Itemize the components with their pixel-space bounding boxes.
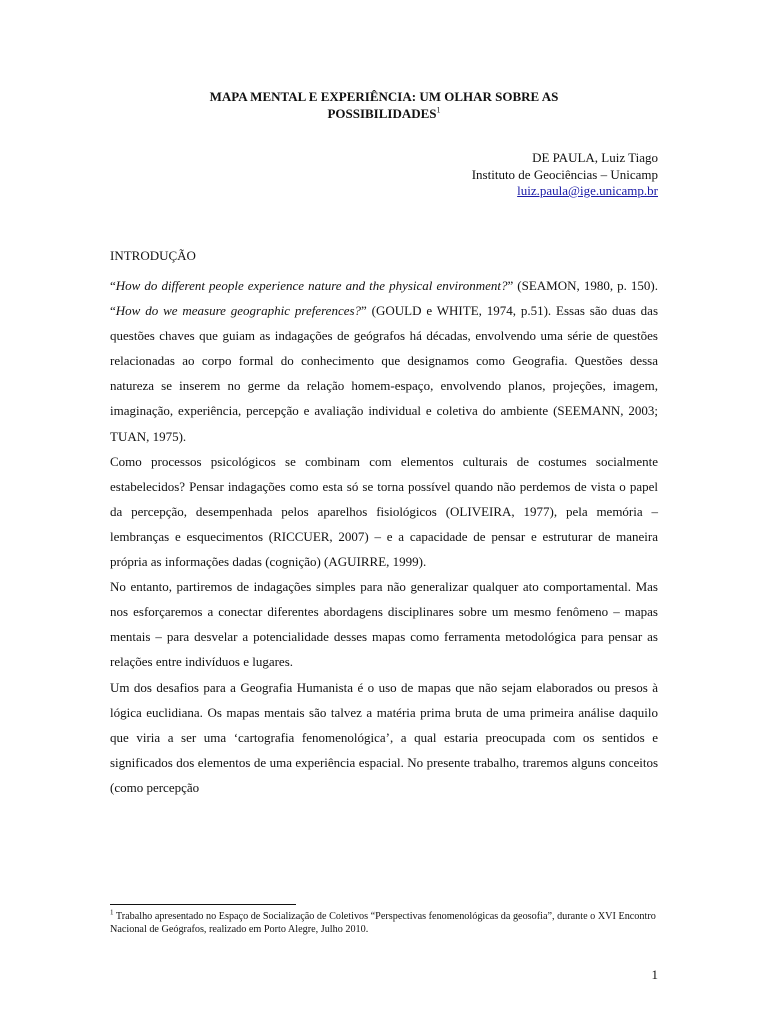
footnote-divider (110, 904, 296, 905)
paragraph-2: Como processos psicológicos se combinam com elementos culturais de costumes socialmente estabelecidos? Pensar indagações como esta só se torna possível quando não perdemos de vista o papel da percepção, desempenhada pelos aparelhos fisiológicos (OLIVEIRA, 1977), pela memória – lembranças e esquecimentos (RICCUER, 2007) – e a capacidade de pensar e estruturar de maneira própria as informações dadas (cognição) (AGUIRRE, 1999). (110, 453, 658, 570)
paragraph-4: Um dos desafios para a Geografia Humanista é o uso de mapas que não sejam elaborados ou presos à lógica euclidiana. Os mapas mentais são talvez a matéria prima bruta de uma primeira análise daquilo que viria a ser uma ‘cartografia fenomenológica’, a qual estaria preocupada com os sentidos e significados dos elementos de uma experiência espacial. No presente trabalho, traremos alguns conceitos (como percepção (110, 679, 658, 795)
footnote-marker: 1 (110, 908, 114, 917)
footnote-text: Trabalho apresentado no Espaço de Socialização de Coletivos “Perspectivas fenomenológicas da geosofia”, durante o XVI Encontro Nacional de Geógrafos, realizado em Porto Alegre, Julho 2010. (110, 911, 656, 935)
body-text (110, 273, 658, 800)
paragraph-3: No entanto, partiremos de indagações simples para não generalizar qualquer ato comportamental. Mas nos esforçaremos a conectar diferentes abordagens disciplinares sobre um mesmo fenômeno – mapas mentais – para desvelar a potencialidade desses mapas como ferramenta metodológica para pensar as relações entre indivíduos e lugares. (110, 579, 658, 670)
p1-bridge: ” (SEAMON, 1980, p. 150). “ (110, 278, 658, 319)
p1-open-quote: “ (110, 278, 116, 293)
paper-title (110, 88, 658, 122)
page-number: 1 (651, 967, 658, 982)
title-line-1: MAPA MENTAL E EXPERIÊNCIA: UM OLHAR SOBRE AS (209, 89, 559, 104)
title-line-2: POSSIBILIDADES (327, 106, 437, 121)
paragraph-1 (110, 273, 658, 449)
seamon-quote: How do different people experience nature and the physical environment? (115, 278, 508, 293)
title-footnote-marker: 1 (436, 105, 441, 115)
gould-quote: How do we measure geographic preferences? (115, 303, 362, 319)
footnote (110, 910, 658, 936)
author-block (258, 150, 658, 200)
author-affiliation: Instituto de Geociências – Unicamp (471, 166, 658, 182)
author-email-link[interactable]: luiz.paula@ige.unicamp.br (517, 183, 658, 198)
section-heading: INTRODUÇÃO (110, 248, 196, 263)
p1-rest: ” (GOULD e WHITE, 1974, p.51). Essas são duas das questões chaves que guiam as indagações de geógrafos há décadas, envolvendo uma série de questões relacionadas ao corpo formal do conhecimento que designamos como Geografia. Questões dessa natureza se inserem no germe da relação homem-espaço, envolvendo planos, projeções, imagem, imaginação, experiência, percepção e avaliação individual e coletiva do ambiente (SEEMANN, 2003; TUAN, 1975). (110, 303, 659, 444)
author-name: DE PAULA, Luiz Tiago (532, 150, 658, 165)
